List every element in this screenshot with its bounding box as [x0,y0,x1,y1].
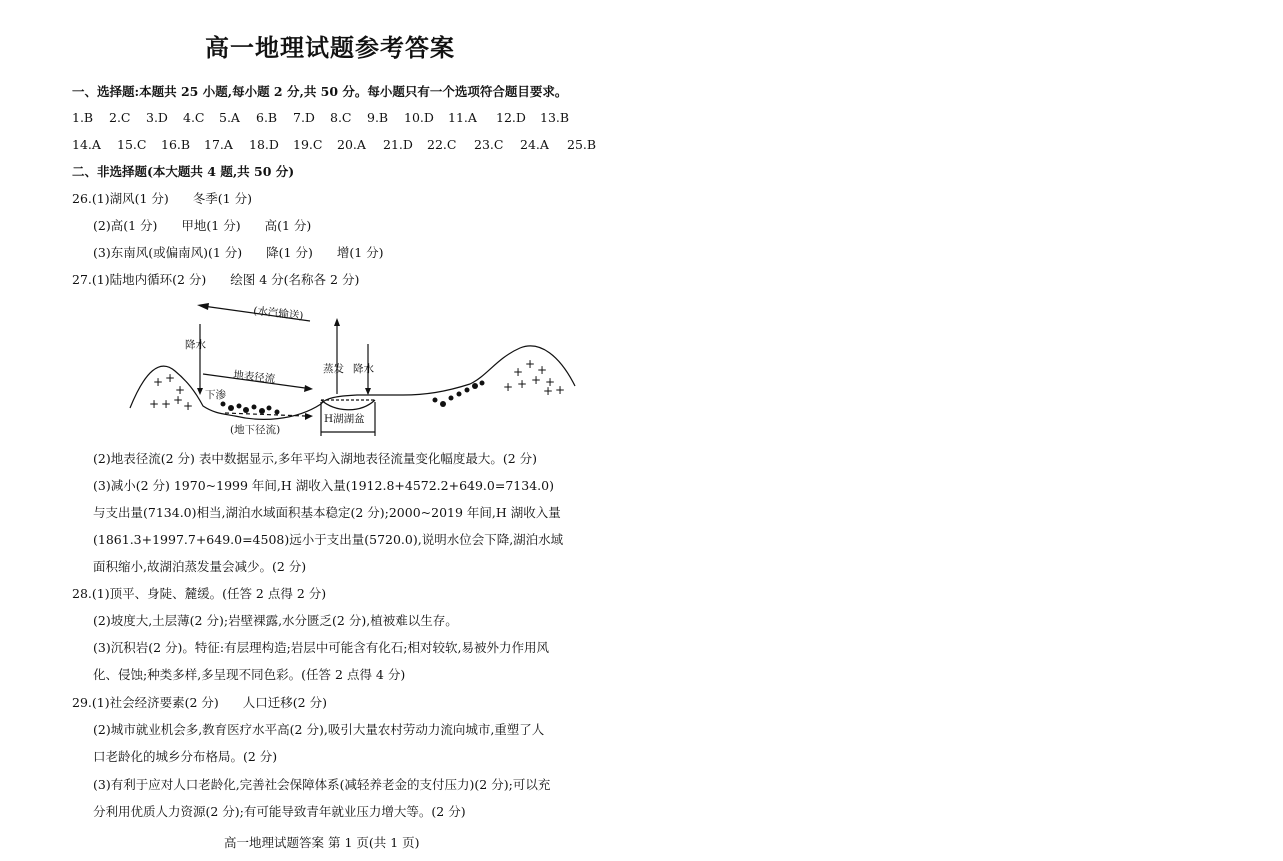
q26-3a: (3)东南风(或偏南风)(1 分) [93,245,243,260]
answer: 23.C [474,137,504,152]
q26-line2 [93,218,311,234]
q28-line3: (3)沉积岩(2 分)。特征:有层理构造;岩层中可能含有化石;相对较软,易被外力作用风 [93,640,549,655]
q29-line5: 分利用优质人力资源(2 分);有可能导致青年就业压力增大等。(2 分) [93,804,466,819]
answer: 12.D [496,110,526,125]
answer: 10.D [404,110,434,125]
q28-line1: 28.(1)顶平、身陡、麓缓。(任答 2 点得 2 分) [72,586,327,601]
svg-text:+: + [555,383,566,397]
q29-line1 [72,695,327,711]
label-surface: 地表径流 [232,369,276,386]
q29-1b: 人口迁移(2 分) [242,695,327,710]
label-lake: H湖湖盆 [324,413,365,425]
label-rain-right: 降水 [353,363,374,375]
q27-line3: (3)减小(2 分) 1970~1999 年间,H 湖收入量(1912.8+4572.2+649.0=7134.0) [93,478,554,493]
svg-text:+: + [517,377,528,391]
answer: 21.D [383,137,413,152]
label-evap: 蒸发 [323,363,344,375]
q27-line2: (2)地表径流(2 分) 表中数据显示,多年平均入湖地表径流量变化幅度最大。(2 分) [93,451,538,466]
svg-text:+: + [545,375,556,389]
q26-1b: 冬季(1 分) [192,191,252,206]
svg-text:+: + [531,373,542,387]
svg-text:+: + [165,371,176,385]
q27-1a: 27.(1)陆地内循环(2 分) [72,272,207,287]
answer: 8.C [330,110,352,125]
answer: 6.B [256,110,278,125]
answer: 16.B [161,137,191,152]
q26-2c: 高(1 分) [264,218,312,233]
mc-row-1 [72,110,569,126]
q29-line2: (2)城市就业机会多,教育医疗水平高(2 分),吸引大量农村劳动力流向城市,重塑了人 [93,722,545,737]
q26-2a: (2)高(1 分) [93,218,158,233]
lake-basin [321,400,375,410]
answer: 18.D [249,137,279,152]
answer: 1.B [72,110,94,125]
label-infil: 下渗 [205,389,226,401]
q26-line1 [72,191,252,207]
svg-text:+: + [175,383,186,397]
q26-3c: 增(1 分) [336,245,384,260]
q28-line2: (2)坡度大,土层薄(2 分);岩壁裸露,水分匮乏(2 分),植被难以生存。 [93,613,458,628]
q26-line3 [93,245,384,261]
answer: 4.C [183,110,205,125]
answer: 11.A [448,110,477,125]
q26-2b: 甲地(1 分) [181,218,241,233]
q28-line4: 化、侵蚀;种类多样,多呈现不同色彩。(任答 2 点得 4 分) [93,667,406,682]
answer: 20.A [337,137,366,152]
q27-line5: (1861.3+1997.7+649.0=4508)远小于支出量(5720.0),说明水位会下降,湖泊水域 [93,532,564,547]
answer: 3.D [146,110,168,125]
svg-text:+: + [183,399,194,413]
q29-line3: 口老龄化的城乡分布格局。(2 分) [93,749,278,764]
answer: 2.C [109,110,131,125]
svg-text:+: + [173,393,184,407]
answer: 22.C [427,137,457,152]
q26-1a: 26.(1)湖风(1 分) [72,191,169,206]
answer: 14.A [72,137,101,152]
answer: 13.B [540,110,570,125]
q27-line4: 与支出量(7134.0)相当,湖泊水域面积基本稳定(2 分);2000~2019 年间,H 湖收入量 [93,505,561,520]
svg-text:+: + [537,363,548,377]
answer: 17.A [204,137,233,152]
water-cycle-diagram [125,296,580,441]
answer: 15.C [117,137,147,152]
svg-text:+: + [513,365,524,379]
svg-text:+: + [161,397,172,411]
section2-heading: 二、非选择题(本大题共 4 题,共 50 分) [72,164,295,179]
answer: 24.A [520,137,549,152]
q27-1b: 绘图 4 分(名称各 2 分) [230,272,360,287]
answer: 9.B [367,110,389,125]
q27-line6: 面积缩小,故湖泊蒸发量会减少。(2 分) [93,559,307,574]
svg-text:+: + [525,357,536,371]
answer: 7.D [293,110,315,125]
svg-text:+: + [149,397,160,411]
svg-text:+: + [153,375,164,389]
label-rain-left: 降水 [185,339,206,351]
page-title: 高一地理试题参考答案 [205,33,455,62]
page-footer: 高一地理试题答案 第 1 页(共 1 页) [224,835,420,850]
label-vapor: (水汽输送) [252,305,304,323]
q26-3b: 降(1 分) [266,245,313,260]
label-ground: (地下径流) [230,424,281,436]
q29-line4: (3)有利于应对人口老龄化,完善社会保障体系(减轻养老金的支付压力)(2 分);可以充 [93,777,551,792]
mc-row-2 [72,137,596,153]
answer: 5.A [219,110,240,125]
section1-heading: 一、选择题:本题共 25 小题,每小题 2 分,共 50 分。每小题只有一个选项符合题目要求。 [72,84,568,99]
q27-line1 [72,272,359,288]
answer: 19.C [293,137,323,152]
svg-text:+: + [503,380,514,394]
q29-1a: 29.(1)社会经济要素(2 分) [72,695,219,710]
answer: 25.B [567,137,597,152]
svg-text:+: + [543,384,554,398]
